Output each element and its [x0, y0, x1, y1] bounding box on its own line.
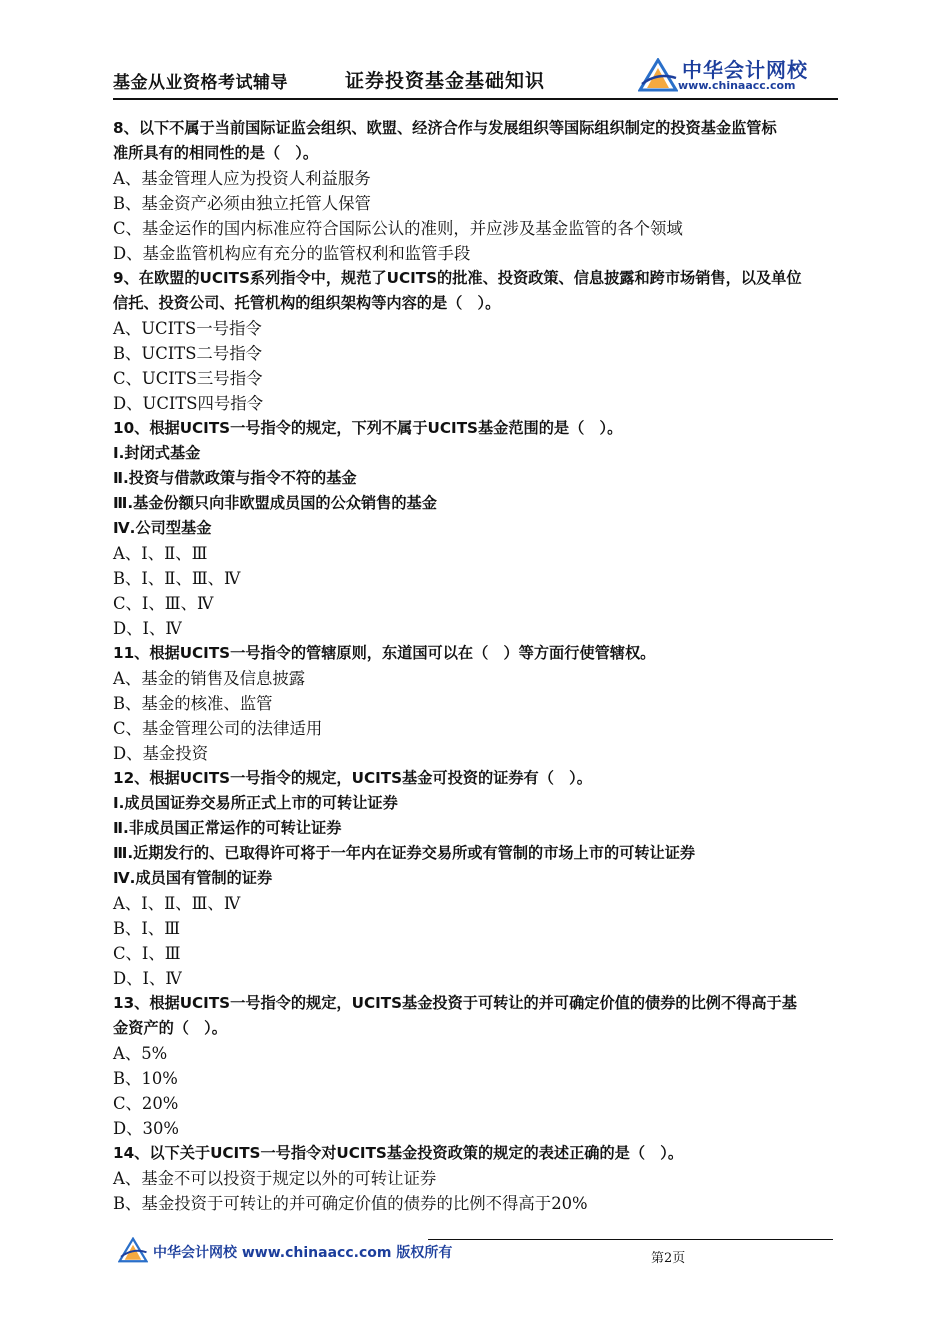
answer-option: D、基金监管机构应有充分的监管权利和监管手段	[113, 244, 471, 263]
question-text: 13、根据UCITS一号指令的规定，UCITS基金投资于可转让的并可确定价值的债券的比例不得高于基	[113, 994, 797, 1012]
header-subject-title: 证券投资基金基础知识	[345, 70, 546, 92]
answer-option: B、UCITS二号指令	[113, 344, 262, 363]
answer-option: A、基金不可以投资于规定以外的可转让证券	[113, 1169, 437, 1188]
footer-copyright: 中华会计网校 www.chinaacc.com 版权所有	[153, 1245, 453, 1261]
answer-option: A、基金的销售及信息披露	[113, 669, 306, 688]
page-number: 第2页	[651, 1251, 686, 1266]
statement-item: Ⅰ.成员国证券交易所正式上市的可转让证券	[113, 794, 398, 812]
answer-option: B、基金的核准、监管	[113, 694, 273, 713]
footer-logo-icon	[118, 1237, 148, 1263]
question-text: 12、根据UCITS一号指令的规定，UCITS基金可投资的证券有（ ）。	[113, 769, 592, 787]
logo-url: www.chinaacc.com	[678, 79, 796, 92]
question-text: 10、根据UCITS一号指令的规定，下列不属于UCITS基金范围的是（ ）。	[113, 419, 623, 437]
header-divider	[113, 98, 838, 100]
question-text: 金资产的（ ）。	[113, 1019, 227, 1037]
answer-option: C、基金运作的国内标准应符合国际公认的准则，并应涉及基金监管的各个领域	[113, 219, 683, 238]
answer-option: A、Ⅰ、Ⅱ、Ⅲ、Ⅳ	[113, 894, 241, 913]
answer-option: D、Ⅰ、Ⅳ	[113, 969, 182, 988]
logo-triangle-icon	[638, 58, 678, 92]
question-text: 9、在欧盟的UCITS系列指令中，规范了UCITS的批准、投资政策、信息披露和跨市场销售，以及单位	[113, 269, 802, 287]
answer-option: A、UCITS一号指令	[113, 319, 262, 338]
answer-option: D、基金投资	[113, 744, 209, 763]
statement-item: Ⅱ.投资与借款政策与指令不符的基金	[113, 469, 357, 487]
answer-option: D、Ⅰ、Ⅳ	[113, 619, 182, 638]
page-footer	[113, 1234, 838, 1274]
chinaacc-logo[interactable]	[638, 52, 838, 94]
answer-option: D、30%	[113, 1119, 179, 1138]
answer-option: B、Ⅰ、Ⅲ	[113, 919, 181, 938]
answer-option: A、基金管理人应为投资人利益服务	[113, 169, 371, 188]
statement-item: Ⅲ.基金份额只向非欧盟成员国的公众销售的基金	[113, 494, 437, 512]
statement-item: Ⅳ.公司型基金	[113, 519, 212, 537]
answer-option: C、基金管理公司的法律适用	[113, 719, 323, 738]
statement-item: Ⅰ.封闭式基金	[113, 444, 201, 462]
question-text: 准所具有的相同性的是（ ）。	[113, 144, 319, 162]
footer-divider	[428, 1239, 833, 1240]
answer-option: A、5%	[113, 1044, 168, 1063]
statement-item: Ⅳ.成员国有管制的证券	[113, 869, 273, 887]
question-content	[113, 116, 840, 1216]
answer-option: C、20%	[113, 1094, 179, 1113]
statement-item: Ⅱ.非成员国正常运作的可转让证券	[113, 819, 342, 837]
page-header	[113, 52, 838, 94]
question-text: 信托、投资公司、托管机构的组织架构等内容的是（ ）。	[113, 294, 501, 312]
logo-name: 中华会计网校	[682, 58, 808, 82]
answer-option: A、Ⅰ、Ⅱ、Ⅲ	[113, 544, 208, 563]
header-course-title: 基金从业资格考试辅导	[113, 73, 288, 93]
answer-option: D、UCITS四号指令	[113, 394, 264, 413]
answer-option: C、UCITS三号指令	[113, 369, 263, 388]
answer-option: B、基金资产必须由独立托管人保管	[113, 194, 371, 213]
question-text: 14、以下关于UCITS一号指令对UCITS基金投资政策的规定的表述正确的是（ ）。	[113, 1144, 684, 1162]
answer-option: B、Ⅰ、Ⅱ、Ⅲ、Ⅳ	[113, 569, 241, 588]
answer-option: C、Ⅰ、Ⅲ	[113, 944, 181, 963]
statement-item: Ⅲ.近期发行的、已取得许可将于一年内在证券交易所或有管制的市场上市的可转让证券	[113, 844, 696, 862]
answer-option: B、10%	[113, 1069, 178, 1088]
question-text: 11、根据UCITS一号指令的管辖原则，东道国可以在（ ）等方面行使管辖权。	[113, 644, 656, 662]
answer-option: B、基金投资于可转让的并可确定价值的债券的比例不得高于20%	[113, 1194, 588, 1213]
question-text: 8、以下不属于当前国际证监会组织、欧盟、经济合作与发展组织等国际组织制定的投资基金监管标	[113, 119, 777, 137]
answer-option: C、Ⅰ、Ⅲ、Ⅳ	[113, 594, 214, 613]
